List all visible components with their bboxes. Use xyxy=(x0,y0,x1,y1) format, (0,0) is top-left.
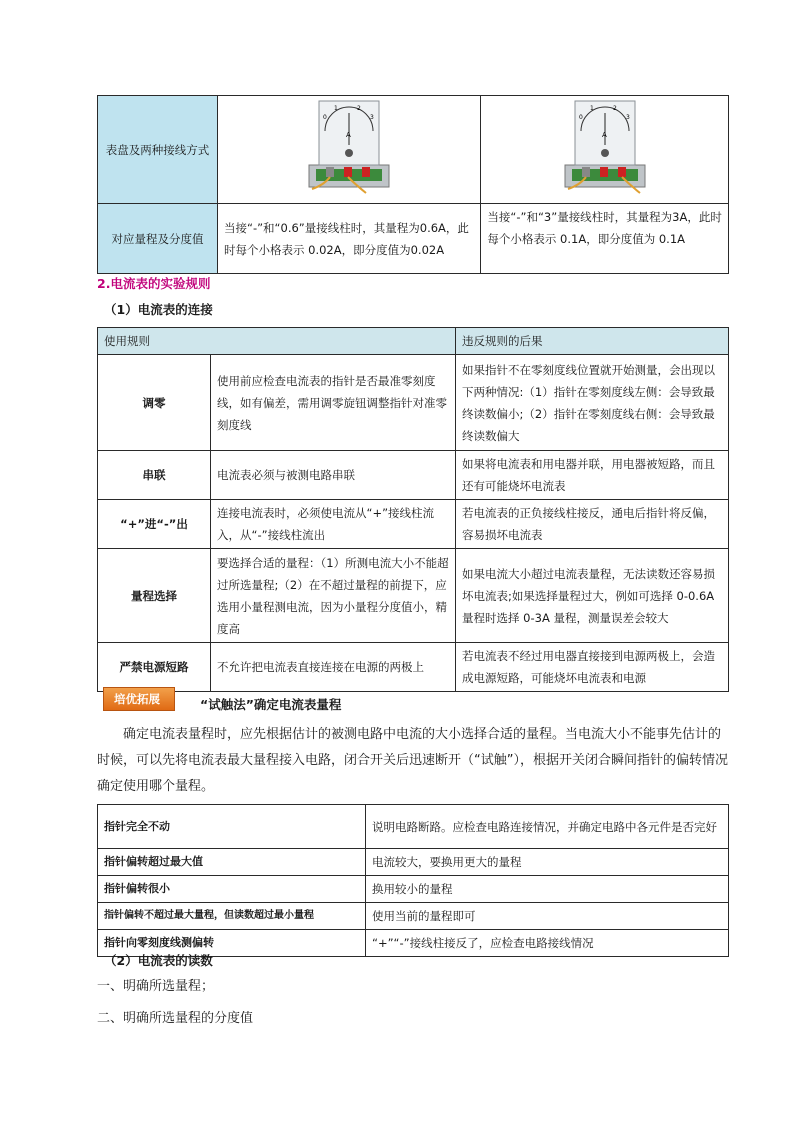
rule-text: 不允许把电流表直接连接在电源的两极上 xyxy=(211,643,456,692)
rules-header-right: 违反规则的后果 xyxy=(456,328,729,355)
rule-text: 要选择合适的量程：（1）所测电流大小不能超过所选量程;（2）在不超过量程的前提下，应选用小量程测电流，因为小量程分度值小，精度高 xyxy=(211,549,456,643)
rule-name: “+”进“-”出 xyxy=(98,500,211,549)
trial-table xyxy=(97,804,729,957)
meter-row2-label: 对应量程及分度值 xyxy=(98,204,218,274)
unit-symbol: A xyxy=(346,131,351,139)
rule-name: 量程选择 xyxy=(98,549,211,643)
trial-meaning: 电流较大，要换用更大的量程 xyxy=(366,849,729,876)
trial-meaning: 换用较小的量程 xyxy=(366,876,729,903)
extension-title: “试触法”确定电流表量程 xyxy=(200,697,342,712)
extension-tag: 培优拓展 xyxy=(103,687,175,711)
scale-1: 1 xyxy=(334,105,339,112)
rule-text: 电流表必须与被测电路串联 xyxy=(211,451,456,500)
rule-consequence: 若电流表的正负接线柱接反，通电后指针将反偏，容易损坏电流表 xyxy=(456,500,729,549)
table-row xyxy=(98,355,729,451)
table-row xyxy=(98,805,729,849)
table-row xyxy=(98,451,729,500)
meter-row1-label: 表盘及两种接线方式 xyxy=(98,96,218,204)
rule-text: 连接电流表时，必须使电流从“+”接线柱流入，从“-”接线柱流出 xyxy=(211,500,456,549)
ammeter-3-image xyxy=(550,97,660,195)
rule-text: 使用前应检查电流表的指针是否最准零刻度线，如有偏差，需用调零旋钮调整指针对准零刻度线 xyxy=(211,355,456,451)
rule-consequence: 若电流表不经过用电器直接接到电源两极上，会造成电源短路，可能烧坏电流表和电源 xyxy=(456,643,729,692)
rule-consequence: 如果将电流表和用电器并联，用电器被短路，而且还有可能烧坏电流表 xyxy=(456,451,729,500)
trial-case: 指针完全不动 xyxy=(98,805,366,849)
reading-step-2: 二、明确所选量程的分度值 xyxy=(97,1011,254,1026)
rule-consequence: 如果指针不在零刻度线位置就开始测量，会出现以下两种情况:（1）指针在零刻度线左侧：会导致最终读数偏小;（2）指针在零刻度线右侧：会导致最终读数偏大 xyxy=(456,355,729,451)
reading-step-1: 一、明确所选量程； xyxy=(97,979,215,994)
table-row xyxy=(98,903,729,930)
section2-title: 2.电流表的实验规则 xyxy=(97,276,211,291)
rule-name: 严禁电源短路 xyxy=(98,643,211,692)
rule-name: 串联 xyxy=(98,451,211,500)
scale-3: 3 xyxy=(370,114,375,121)
table-row xyxy=(98,643,729,692)
rules-header-left: 使用规则 xyxy=(98,328,456,355)
scale-0: 0 xyxy=(323,114,328,121)
trial-case: 指针偏转不超过最大量程，但读数超过最小量程 xyxy=(98,903,366,930)
table-row xyxy=(98,849,729,876)
meter-image-cell-06 xyxy=(217,96,480,204)
rule-name: 调零 xyxy=(98,355,211,451)
ammeter-0-6-image xyxy=(294,97,404,195)
trial-meaning: 说明电路断路。应检查电路连接情况，并确定电路中各元件是否完好 xyxy=(366,805,729,849)
table-row xyxy=(98,549,729,643)
rules-table xyxy=(97,327,729,692)
table-row xyxy=(98,500,729,549)
trial-case: 指针偏转很小 xyxy=(98,876,366,903)
scale-2: 2 xyxy=(612,105,617,112)
scale-0: 0 xyxy=(578,114,583,121)
trial-case: 指针偏转超过最大值 xyxy=(98,849,366,876)
trial-case: 指针向零刻度线测偏转 xyxy=(98,930,366,957)
meter-table xyxy=(97,95,729,274)
range-3-text: 当接“-”和“3”量接线柱时，其量程为3A，此时每个小格表示 0.1A，即分度值为 0.1A xyxy=(481,204,729,274)
scale-3: 3 xyxy=(625,114,630,121)
table-row xyxy=(98,876,729,903)
sub2-title: （2）电流表的读数 xyxy=(104,953,213,968)
range-06-text: 当接“-”和“0.6”量接线柱时，其量程为0.6A，此时每个小格表示 0.02A，即分度值为0.02A xyxy=(217,204,480,274)
trial-meaning: 使用当前的量程即可 xyxy=(366,903,729,930)
scale-2: 2 xyxy=(357,105,362,112)
scale-1: 1 xyxy=(589,105,594,112)
extension-paragraph: 确定电流表量程时，应先根据估计的被测电路中电流的大小选择合适的量程。当电流大小不能事先估计的时候，可以先将电流表最大量程接入电路，闭合开关后迅速断开（“试触”），根据开关闭合瞬间指针的偏转情况确定使用哪个量程。 xyxy=(97,727,728,794)
unit-symbol: A xyxy=(601,131,607,139)
meter-image-cell-3 xyxy=(481,96,729,204)
trial-meaning: “+”“-”接线柱接反了，应检查电路接线情况 xyxy=(366,930,729,957)
rule-consequence: 如果电流大小超过电流表量程，无法读数还容易损坏电流表;如果选择量程过大，例如可选择 0-0.6A 量程时选择 0-3A 量程，测量误差会较大 xyxy=(456,549,729,643)
sub1-title: （1）电流表的连接 xyxy=(104,302,213,317)
